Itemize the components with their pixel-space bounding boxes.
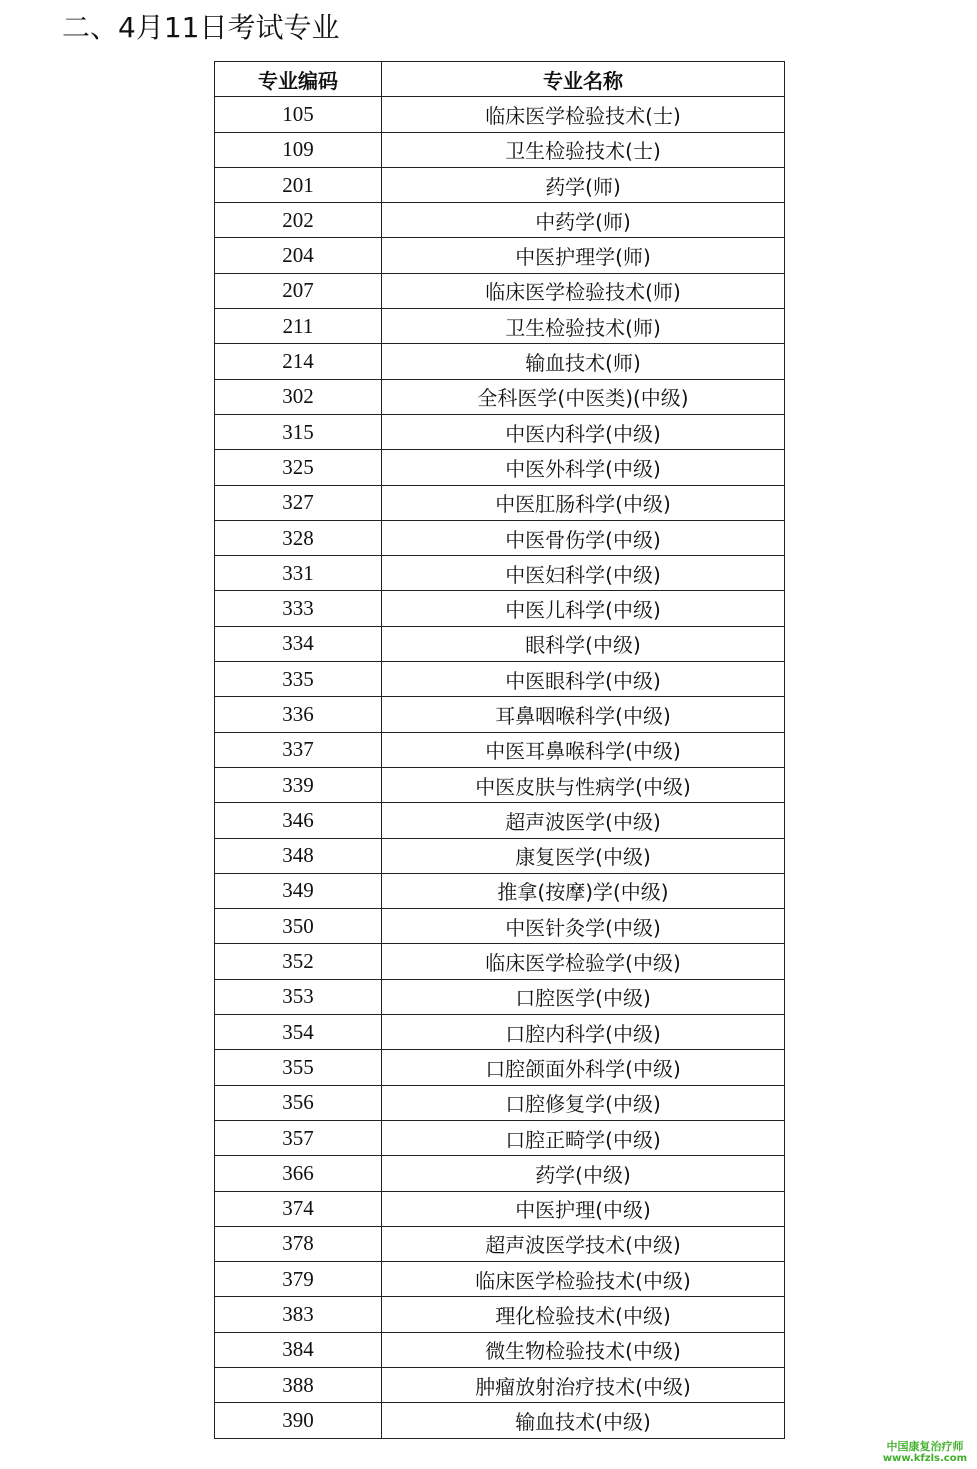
major-name-cell: 中医皮肤与性病学(中级)	[382, 767, 785, 802]
major-name-cell: 口腔内科学(中级)	[382, 1015, 785, 1050]
major-name-cell: 中医内科学(中级)	[382, 414, 785, 449]
major-code-cell: 350	[215, 909, 382, 944]
major-name-cell: 口腔颌面外科学(中级)	[382, 1050, 785, 1085]
major-code-cell: 315	[215, 414, 382, 449]
major-name-cell: 卫生检验技术(师)	[382, 309, 785, 344]
table-row	[215, 1085, 785, 1120]
major-name-cell: 临床医学检验技术(中级)	[382, 1262, 785, 1297]
table-row	[215, 273, 785, 308]
major-code-cell: 204	[215, 238, 382, 273]
major-code-cell: 335	[215, 662, 382, 697]
table-row	[215, 1050, 785, 1085]
major-code-cell: 201	[215, 167, 382, 202]
table-body	[215, 97, 785, 1438]
major-code-cell: 327	[215, 485, 382, 520]
table-row	[215, 1403, 785, 1438]
major-code-cell: 346	[215, 803, 382, 838]
major-code-cell: 336	[215, 697, 382, 732]
table-row	[215, 767, 785, 802]
major-name-cell: 肿瘤放射治疗技术(中级)	[382, 1367, 785, 1402]
major-code-cell: 383	[215, 1297, 382, 1332]
major-code-cell: 214	[215, 344, 382, 379]
major-code-cell: 390	[215, 1403, 382, 1438]
major-name-cell: 超声波医学技术(中级)	[382, 1226, 785, 1261]
major-name-cell: 药学(师)	[382, 167, 785, 202]
major-code-cell: 374	[215, 1191, 382, 1226]
major-name-cell: 中医外科学(中级)	[382, 450, 785, 485]
major-code-cell: 302	[215, 379, 382, 414]
table-row	[215, 732, 785, 767]
major-code-cell: 366	[215, 1156, 382, 1191]
major-code-cell: 333	[215, 591, 382, 626]
table-row	[215, 203, 785, 238]
major-name-cell: 临床医学检验技术(师)	[382, 273, 785, 308]
major-code-cell: 207	[215, 273, 382, 308]
table-row	[215, 979, 785, 1014]
major-name-cell: 中药学(师)	[382, 203, 785, 238]
table-header-row	[215, 62, 785, 97]
major-name-cell: 中医耳鼻喉科学(中级)	[382, 732, 785, 767]
table-row	[215, 309, 785, 344]
major-name-cell: 康复医学(中级)	[382, 838, 785, 873]
major-name-cell: 卫生检验技术(士)	[382, 132, 785, 167]
table-row	[215, 1262, 785, 1297]
table-row	[215, 97, 785, 132]
table-row	[215, 1332, 785, 1367]
major-name-cell: 中医儿科学(中级)	[382, 591, 785, 626]
majors-table	[214, 61, 785, 1439]
column-header-name: 专业名称	[382, 62, 785, 97]
major-name-cell: 药学(中级)	[382, 1156, 785, 1191]
table-row	[215, 1367, 785, 1402]
major-code-cell: 379	[215, 1262, 382, 1297]
major-name-cell: 中医妇科学(中级)	[382, 556, 785, 591]
table-row	[215, 379, 785, 414]
column-header-code: 专业编码	[215, 62, 382, 97]
major-name-cell: 中医肛肠科学(中级)	[382, 485, 785, 520]
major-code-cell: 339	[215, 767, 382, 802]
major-name-cell: 微生物检验技术(中级)	[382, 1332, 785, 1367]
table-row	[215, 803, 785, 838]
major-code-cell: 353	[215, 979, 382, 1014]
major-name-cell: 眼科学(中级)	[382, 626, 785, 661]
major-code-cell: 337	[215, 732, 382, 767]
table-row	[215, 662, 785, 697]
major-code-cell: 355	[215, 1050, 382, 1085]
major-code-cell: 325	[215, 450, 382, 485]
table-row	[215, 132, 785, 167]
major-name-cell: 输血技术(师)	[382, 344, 785, 379]
major-name-cell: 耳鼻咽喉科学(中级)	[382, 697, 785, 732]
major-code-cell: 202	[215, 203, 382, 238]
table-row	[215, 485, 785, 520]
table-row	[215, 697, 785, 732]
major-code-cell: 384	[215, 1332, 382, 1367]
major-code-cell: 357	[215, 1120, 382, 1155]
table-row	[215, 520, 785, 555]
table-row	[215, 873, 785, 908]
table-row	[215, 626, 785, 661]
major-code-cell: 348	[215, 838, 382, 873]
table-row	[215, 450, 785, 485]
major-name-cell: 中医针灸学(中级)	[382, 909, 785, 944]
major-name-cell: 中医骨伤学(中级)	[382, 520, 785, 555]
table-row	[215, 1120, 785, 1155]
major-code-cell: 354	[215, 1015, 382, 1050]
watermark-url: www.kfzls.com	[882, 1453, 967, 1464]
major-code-cell: 328	[215, 520, 382, 555]
table-row	[215, 909, 785, 944]
major-name-cell: 中医护理(中级)	[382, 1191, 785, 1226]
watermark-site-name: 中国康复治疗师	[886, 1440, 964, 1453]
major-code-cell: 356	[215, 1085, 382, 1120]
page-heading: 二、4月11日考试专业	[62, 11, 340, 44]
table-row	[215, 1015, 785, 1050]
major-code-cell: 334	[215, 626, 382, 661]
major-code-cell: 211	[215, 309, 382, 344]
major-name-cell: 口腔正畸学(中级)	[382, 1120, 785, 1155]
table-row	[215, 1226, 785, 1261]
major-name-cell: 输血技术(中级)	[382, 1403, 785, 1438]
table-row	[215, 1156, 785, 1191]
table-row	[215, 344, 785, 379]
major-name-cell: 口腔医学(中级)	[382, 979, 785, 1014]
major-code-cell: 105	[215, 97, 382, 132]
major-name-cell: 全科医学(中医类)(中级)	[382, 379, 785, 414]
table-row	[215, 556, 785, 591]
major-code-cell: 378	[215, 1226, 382, 1261]
major-name-cell: 中医眼科学(中级)	[382, 662, 785, 697]
major-code-cell: 349	[215, 873, 382, 908]
major-name-cell: 口腔修复学(中级)	[382, 1085, 785, 1120]
table-row	[215, 944, 785, 979]
major-name-cell: 理化检验技术(中级)	[382, 1297, 785, 1332]
major-name-cell: 临床医学检验技术(士)	[382, 97, 785, 132]
table-row	[215, 838, 785, 873]
major-name-cell: 中医护理学(师)	[382, 238, 785, 273]
site-watermark	[883, 1440, 967, 1465]
major-name-cell: 推拿(按摩)学(中级)	[382, 873, 785, 908]
major-name-cell: 临床医学检验学(中级)	[382, 944, 785, 979]
table-row	[215, 1191, 785, 1226]
major-name-cell: 超声波医学(中级)	[382, 803, 785, 838]
major-code-cell: 388	[215, 1367, 382, 1402]
table-row	[215, 167, 785, 202]
table-row	[215, 591, 785, 626]
table-row	[215, 1297, 785, 1332]
table-row	[215, 414, 785, 449]
major-code-cell: 331	[215, 556, 382, 591]
table-row	[215, 238, 785, 273]
major-code-cell: 109	[215, 132, 382, 167]
major-code-cell: 352	[215, 944, 382, 979]
